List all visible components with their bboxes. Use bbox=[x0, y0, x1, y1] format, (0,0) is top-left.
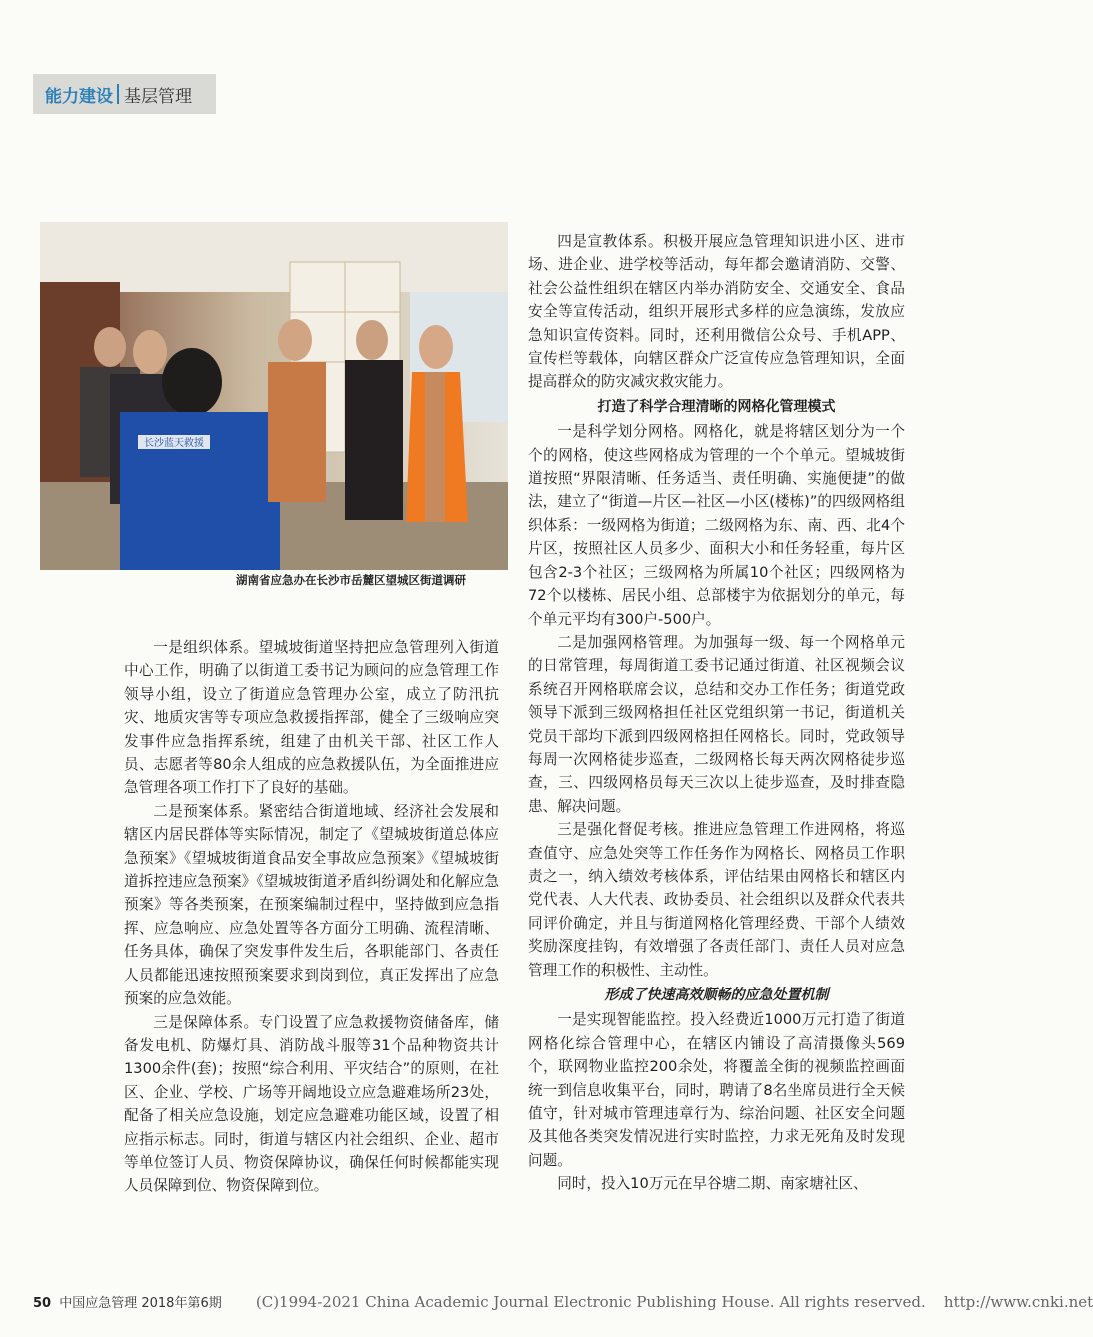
page-footer bbox=[33, 1292, 1093, 1311]
copyright-notice: (C)1994-2021 China Academic Journal Electronic Publishing House. All rights reserved. bbox=[255, 1293, 926, 1311]
vest-text: 长沙蓝天救援 bbox=[144, 438, 204, 449]
paragraph: 一是实现智能监控。投入经费近1000万元打造了街道网格化综合管理中心，在辖区内铺设了高清摄像头569个，联网物业监控200余处，将覆盖全街的视频监控画面统一到信息收集平台，同时，聘请了8名坐席员进行全天候值守，针对城市管理违章行为、综治问题、社区安全问题及其他各类突发情况进行实时监控，力求无死角及时发现问题。 bbox=[528, 1011, 905, 1169]
paragraph: 四是宣教体系。积极开展应急管理知识进小区、进市场、进企业、进学校等活动，每年都会邀请消防、交警、社会公益性组织在辖区内举办消防安全、交通安全、食品安全等宣传活动，组织开展形式多样的应急演练，发放应急知识宣传资料。同时，还利用微信公众号、手机APP、宣传栏等载体，向辖区群众广泛宣传应急管理知识，全面提高群众的防灾减灾救灾能力。 bbox=[528, 233, 905, 391]
section-header bbox=[33, 74, 216, 114]
article-photo bbox=[40, 222, 508, 570]
header-divider bbox=[117, 84, 119, 104]
paragraph: 三是强化督促考核。推进应急管理工作进网格，将巡查值守、应急处突等工作任务作为网格长、网格员工作职责之一，纳入绩效考核体系，评估结果由网格长和辖区内党代表、人大代表、政协委员、社会组织以及群众代表共同评价确定，并且与街道网格化管理经费、干部个人绩效奖励深度挂钩，有效增强了各责任部门、责任人员对应急管理工作的积极性、主动性。 bbox=[528, 821, 905, 979]
cnki-link[interactable]: http://www.cnki.net bbox=[943, 1293, 1093, 1311]
left-column bbox=[124, 636, 499, 1198]
paragraph: 二是加强网格管理。为加强每一级、每一个网格单元的日常管理，每周街道工委书记通过街道、社区视频会议系统召开网格联席会议，总结和交办工作任务；街道党政领导下派到三级网格担任社区党组织第一书记，街道机关党员干部均下派到四级网格担任网格长。同时，党政领导每周一次网格徒步巡查，二级网格长每天两次网格徒步巡查，三、四级网格员每天三次以上徒步巡查，及时排查隐患、解决问题。 bbox=[528, 633, 905, 815]
paragraph: 二是预案体系。紧密结合街道地域、经济社会发展和辖区内居民群体等实际情况，制定了《望城坡街道总体应急预案》《望城坡街道食品安全事故应急预案》《望城坡街道拆控违应急预案》《望城坡街道矛盾纠纷调处和化解应急预案》等各类预案，在预案编制过程中，坚持做到应急指挥、应急响应、应急处置等各方面分工明确、流程清晰、任务具体，确保了突发事件发生后，各职能部门、各责任人员都能迅速按照预案要求到岗到位，真正发挥出了应急预案的应急效能。 bbox=[124, 802, 499, 1008]
paragraph: 三是保障体系。专门设置了应急救援物资储备库，储备发电机、防爆灯具、消防战斗服等31个品种物资共计1300余件(套)；按照“综合利用、平灾结合”的原则，在社区、企业、学校、广场等开阔地设立应急避难场所23处，配备了相关应急设施，划定应急避难功能区域，设置了相应指示标志。同时，街道与辖区内社会组织、企业、超市等单位签订人员、物资保障协议，确保任何时候都能实现人员保障到位、物资保障到位。 bbox=[124, 1013, 499, 1195]
right-column bbox=[528, 230, 905, 1196]
subsection-title: 基层管理 bbox=[124, 86, 192, 107]
page-number: 50 bbox=[33, 1296, 52, 1311]
photo-illustration bbox=[40, 222, 508, 570]
photo-caption: 湖南省应急办在长沙市岳麓区望城区街道调研 bbox=[236, 573, 466, 587]
sub-heading: 打造了科学合理清晰的网格化管理模式 bbox=[597, 398, 836, 415]
paragraph: 一是组织体系。望城坡街道坚持把应急管理列入街道中心工作，明确了以街道工委书记为顾问的应急管理工作领导小组，设立了街道应急管理办公室，成立了防汛抗灾、地质灾害等专项应急救援指挥部，健全了三级响应突发事件应急指挥系统，组建了由机关干部、社区工作人员、志愿者等80余人组成的应急救援队伍，为全面推进应急管理各项工作打下了良好的基础。 bbox=[124, 639, 499, 797]
paragraph: 同时，投入10万元在早谷塘二期、南家塘社区、 bbox=[557, 1175, 868, 1193]
sub-heading: 形成了快速高效顺畅的应急处置机制 bbox=[604, 987, 829, 1003]
paragraph: 一是科学划分网格。网格化，就是将辖区划分为一个个的网格，使这些网格成为管理的一个个单元。望城坡街道按照“界限清晰、任务适当、责任明确、实施便捷”的做法，建立了“街道—片区—社区—小区(楼栋)”的四级网格组织体系：一级网格为街道；二级网格为东、南、西、北4个片区，按照社区人员多少、面积大小和任务轻重，每片区包含2-3个社区；三级网格为所属10个社区；四级网格为72个以楼栋、居民小组、总部楼宇为依据划分的单元，每个单元平均有300户-500户。 bbox=[528, 423, 905, 628]
section-title: 能力建设 bbox=[45, 86, 113, 107]
journal-name: 中国应急管理 2018年第6期 bbox=[59, 1296, 222, 1311]
